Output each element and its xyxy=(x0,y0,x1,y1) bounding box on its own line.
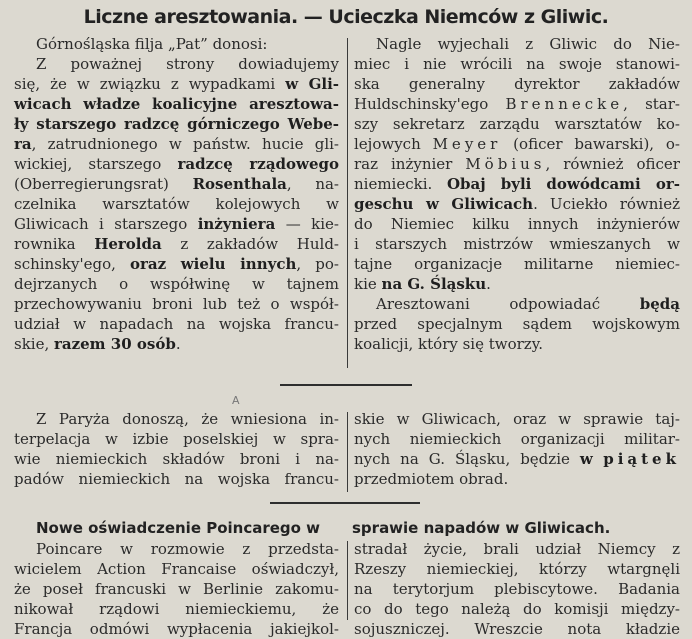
text-line: wicielem Action Francaise oświadczył, xyxy=(14,560,339,578)
separator-mark: A xyxy=(232,394,240,407)
text-line: schinsky'ego, oraz wielu innych, po- xyxy=(14,255,339,273)
text-line: skie w Gliwicach, oraz w sprawie taj- xyxy=(354,410,680,428)
text-line: wie niemieckich składów broni i na- xyxy=(14,450,339,468)
text-line: czelnika warsztatów kolejowych w xyxy=(14,195,339,213)
text-line: rownika Herolda z zakładów Huld- xyxy=(14,235,339,253)
text-line: Aresztowani odpowiadać będą xyxy=(376,295,680,313)
text-line: stradał życie, brali udział Niemcy z xyxy=(354,540,680,558)
section-divider xyxy=(270,502,420,504)
text-line: padów niemieckich na wojska francu- xyxy=(14,470,339,488)
text-line: Poincare w rozmowie z przedsta- xyxy=(36,540,339,558)
text-line: nych niemieckich organizacji militar- xyxy=(354,430,680,448)
text-line: koalicji, który się tworzy. xyxy=(354,335,543,353)
text-line: ły starszego radzcę górniczego Webe- xyxy=(14,115,339,133)
text-line: kie na G. Śląsku. xyxy=(354,275,491,293)
text-line: do Niemiec kilku innych inżynierów xyxy=(354,215,680,233)
article3-title-right: sprawie napadów w Gliwicach. xyxy=(352,519,611,537)
text-line: Huldschinsky'ego Brennecke, star- xyxy=(354,95,680,113)
text-line: wicach władze koalicyjne aresztowa- xyxy=(14,95,339,113)
text-line: przechowywaniu broni lub też o współ- xyxy=(14,295,339,313)
text-line: Francja odmówi wypłacenia jakiejkol- xyxy=(14,620,339,638)
text-line: (Oberregierungsrat) Rosenthala, na- xyxy=(14,175,339,193)
section-divider xyxy=(280,384,412,386)
article1-left-column xyxy=(14,34,339,354)
text-line: geschu w Gliwicach. Uciekło również xyxy=(354,195,680,213)
column-divider xyxy=(347,38,348,368)
text-line: Z Paryża donoszą, że wniesiona in- xyxy=(36,410,339,428)
text-line: raz inżynier Möbius, również oficer xyxy=(354,155,680,173)
text-line: i starszych mistrzów wmieszanych w xyxy=(354,235,680,253)
text-line: Nagle wyjechali z Gliwic do Nie- xyxy=(376,35,680,53)
text-line: sojuszniczej. Wreszcie nota kładzie xyxy=(354,620,680,638)
text-line: przedmiotem obrad. xyxy=(354,470,509,488)
text-line: Rzeszy niemieckiej, którzy wtargnęli xyxy=(354,560,680,578)
text-line: ska generalny dyrektor zakładów xyxy=(354,75,680,93)
text-line: lejowych Meyer (oficer bawarski), o- xyxy=(354,135,680,153)
text-line: terpelacja w izbie poselskiej w spra- xyxy=(14,430,339,448)
text-line: miec i nie wrócili na swoje stanowi- xyxy=(354,55,680,73)
text-line: udział w napadach na wojska francu- xyxy=(14,315,339,333)
text-line: nikował rządowi niemieckiemu, że xyxy=(14,600,339,618)
column-divider xyxy=(347,412,348,492)
article2-left-column xyxy=(14,409,339,489)
text-line: że poseł francuski w Berlinie zakomu- xyxy=(14,580,339,598)
article3-title-left: Nowe oświadczenie Poincarego w xyxy=(36,519,321,537)
column-divider xyxy=(347,541,348,620)
text-line: dejrzanych o współwinę w tajnem xyxy=(14,275,339,293)
text-line: Z poważnej strony dowiadujemy xyxy=(36,55,339,73)
text-line: się, że w związku z wypadkami w Gli- xyxy=(14,75,339,93)
article1-right-column xyxy=(354,34,680,354)
text-line: co do tego należą do komisji między- xyxy=(354,600,680,618)
headline: Liczne aresztowania. — Ucieczka Niemców z Gliwic. xyxy=(83,6,609,28)
text-line: skie, razem 30 osób. xyxy=(14,335,181,353)
text-line: nych na G. Śląsku, będzie w piątek xyxy=(354,450,680,468)
text-line: niemiecki. Obaj byli dowódcami or- xyxy=(354,175,680,193)
text-line: Gliwicach i starszego inżyniera — kie- xyxy=(14,215,340,233)
text-line: przed specjalnym sądem wojskowym xyxy=(354,315,680,333)
article3-right-column xyxy=(354,539,680,639)
text-line: tajne organizacje militarne niemiec- xyxy=(354,255,680,273)
text-line: Górnośląska filja „Pat” donosi: xyxy=(36,35,268,53)
text-line: wickiej, starszego radzcę rządowego xyxy=(14,155,339,173)
article2-right-column xyxy=(354,409,680,489)
text-line: na terytorjum plebiscytowe. Badania xyxy=(354,580,680,598)
text-line: ra, zatrudnionego w państw. hucie gli- xyxy=(14,135,339,153)
text-line: szy sekretarz zarządu warsztatów ko- xyxy=(354,115,680,133)
article3-left-column xyxy=(14,539,339,639)
